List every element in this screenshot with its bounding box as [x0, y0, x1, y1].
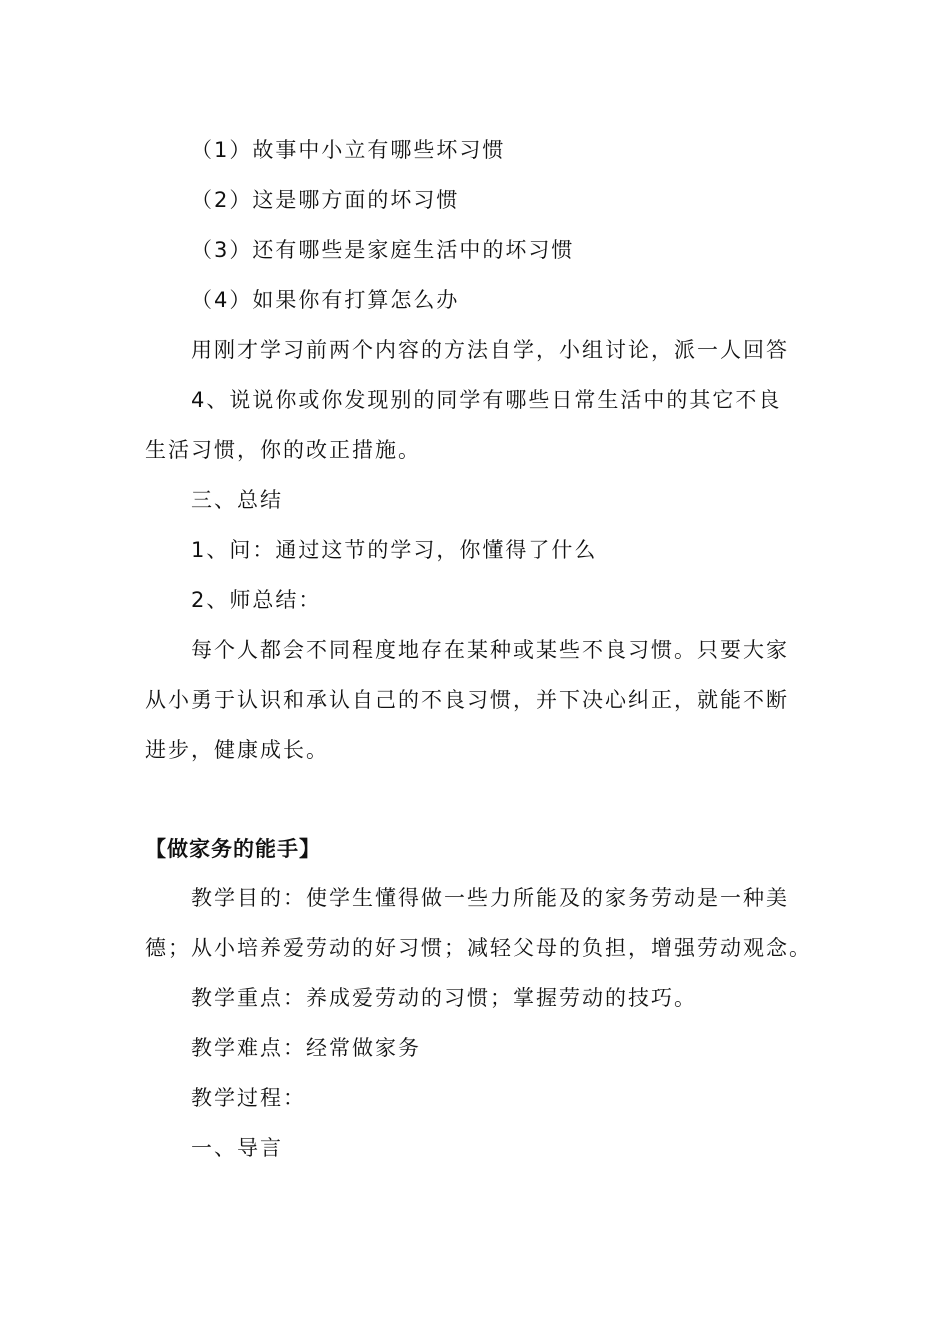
teaching-focus: 教学重点：养成爱劳动的习惯；掌握劳动的技巧。 [191, 986, 697, 1010]
paragraph-self-study: 用刚才学习前两个内容的方法自学，小组讨论，派一人回答 [191, 338, 789, 362]
teaching-difficulty: 教学难点：经常做家务 [191, 1036, 421, 1060]
teacher-summary-label: 2、师总结： [191, 588, 322, 612]
summary-paragraph-line-1: 每个人都会不同程度地存在某种或某些不良习惯。只要大家 [191, 638, 789, 662]
question-2: （2）这是哪方面的坏习惯 [191, 188, 460, 212]
question-3: （3）还有哪些是家庭生活中的坏习惯 [191, 238, 575, 262]
summary-paragraph-line-2: 从小勇于认识和承认自己的不良习惯，并下决心纠正，就能不断 [145, 688, 789, 712]
section-heading-introduction: 一、导言 [191, 1136, 283, 1160]
section-heading-summary: 三、总结 [191, 488, 283, 512]
teaching-goal-line-2: 德；从小培养爱劳动的好习惯；减轻父母的负担，增强劳动观念。 [145, 936, 812, 960]
teaching-process-label: 教学过程： [191, 1086, 306, 1110]
question-1: （1）故事中小立有哪些坏习惯 [191, 138, 506, 162]
teaching-goal-line-1: 教学目的：使学生懂得做一些力所能及的家务劳动是一种美 [191, 886, 789, 910]
summary-question: 1、问：通过这节的学习，你懂得了什么 [191, 538, 598, 562]
lesson-title: 【做家务的能手】 [145, 837, 321, 861]
paragraph-item-4-start: 4、说说你或你发现别的同学有哪些日常生活中的其它不良 [191, 388, 782, 412]
question-4: （4）如果你有打算怎么办 [191, 288, 460, 312]
summary-paragraph-line-3: 进步，健康成长。 [145, 738, 329, 762]
paragraph-item-4-end: 生活习惯，你的改正措施。 [145, 438, 421, 462]
